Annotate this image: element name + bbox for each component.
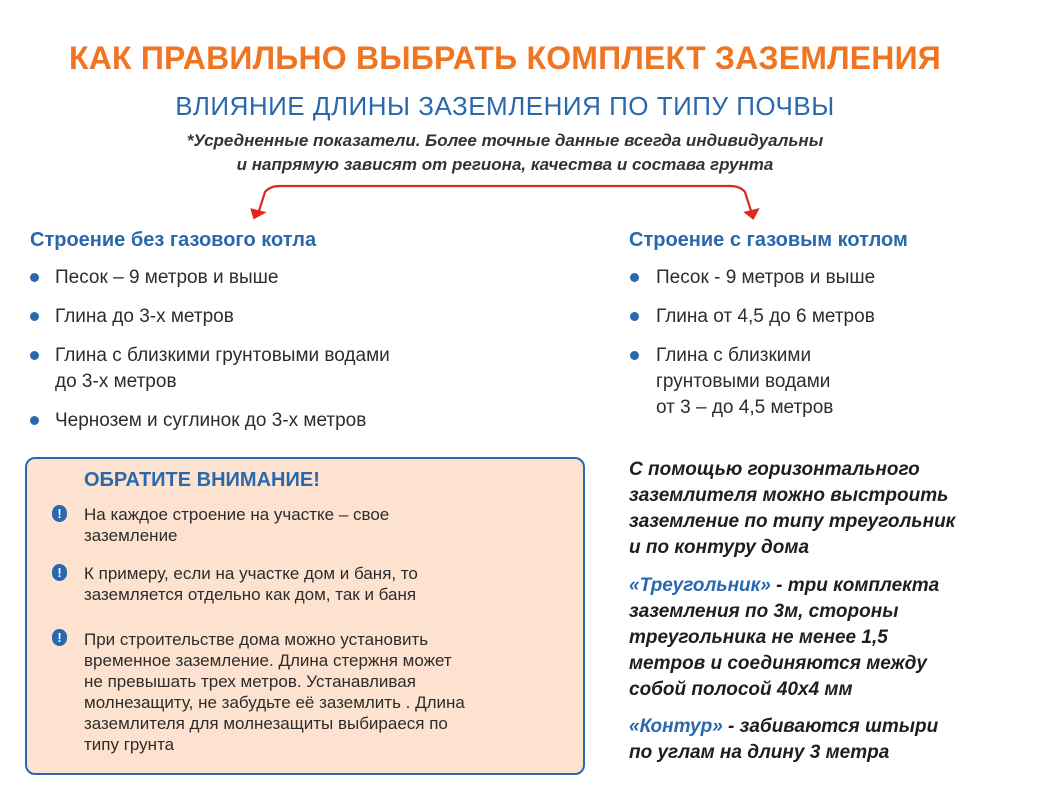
attention-item-text: При строительстве дома можно установить [84, 630, 429, 649]
right-column-title: Строение с газовым котлом [629, 229, 908, 251]
note-line-1: *Усредненные показатели. Более точные данные всегда индивидуальны [186, 131, 824, 150]
triangle-text-first: - три комплекта [770, 575, 940, 596]
attention-item-text: типу грунта [84, 735, 175, 754]
attention-item-text: На каждое строение на участке – свое [84, 505, 390, 524]
exclamation-icon [52, 564, 67, 581]
note-line-2: и напрямую зависят от региона, качества и состава грунта [236, 155, 774, 174]
branch-arrows [240, 180, 770, 222]
bullet-icon [30, 273, 39, 282]
list-item-text: Песок – 9 метров и выше [55, 267, 279, 288]
info-text-line: заземления по 3м, стороны [629, 601, 899, 622]
attention-item-text: заземление [84, 526, 178, 545]
attention-item-text: молнезащиту, не забудьте её заземлить . Длина [84, 693, 465, 712]
list-item-text: Глина с близкими грунтовыми водами [55, 345, 390, 366]
info-text-line: по углам на длину 3 метра [629, 742, 890, 763]
page-title: КАК ПРАВИЛЬНО ВЫБРАТЬ КОМПЛЕКТ ЗАЗЕМЛЕНИЯ [68, 40, 942, 76]
list-item-text: до 3-х метров [55, 371, 177, 392]
contour-term: «Контур» [629, 716, 723, 737]
info-text-line: С помощью горизонтального [629, 459, 920, 480]
info-text-line: заземлителя можно выстроить [629, 485, 949, 506]
contour-text-first: - забиваются штыри [722, 716, 939, 737]
attention-item-text: заземляется отдельно как дом, так и баня [84, 585, 417, 604]
list-item-text: Чернозем и суглинок до 3-х метров [55, 410, 367, 431]
info-text-line: треугольника не менее 1,5 [629, 627, 888, 648]
bullet-icon [630, 312, 639, 321]
arrow-connector-line [258, 186, 752, 214]
bullet-icon [30, 351, 39, 360]
arrow-left-head-icon [248, 208, 267, 222]
list-item-text: Глина с близкими [656, 345, 812, 366]
arrow-right-head-icon [743, 208, 762, 222]
list-item-text: Песок - 9 метров и выше [656, 267, 876, 288]
bullet-icon [30, 416, 39, 425]
attention-item-text: К примеру, если на участке дом и баня, то [84, 564, 418, 583]
info-text-line: метров и соединяются между [629, 653, 927, 674]
list-item-text: Глина до 3-х метров [55, 306, 234, 327]
triangle-first-line [629, 573, 939, 599]
attention-item-text: временное заземление. Длина стержня может [84, 651, 452, 670]
contour-first-line [629, 714, 938, 740]
info-text-line: собой полосой 40х4 мм [629, 679, 853, 700]
page-subtitle: ВЛИЯНИЕ ДЛИНЫ ЗАЗЕМЛЕНИЯ ПО ТИПУ ПОЧВЫ [175, 91, 835, 121]
bullet-icon [630, 273, 639, 282]
info-text-line: и по контуру дома [629, 537, 810, 558]
attention-item-text: не превышать трех метров. Устанавливая [84, 672, 416, 691]
left-column-title: Строение без газового котла [30, 229, 317, 251]
attention-item-text: заземлителя для молнезащиты выбираеся по [84, 714, 448, 733]
list-item-text: Глина от 4,5 до 6 метров [656, 306, 875, 327]
exclamation-icon [52, 629, 67, 646]
attention-title: ОБРАТИТЕ ВНИМАНИЕ! [84, 469, 320, 491]
bullet-icon [630, 351, 639, 360]
list-item-text: от 3 – до 4,5 метров [656, 397, 834, 418]
exclamation-icon [52, 505, 67, 522]
bullet-icon [30, 312, 39, 321]
triangle-term: «Треугольник» [629, 575, 771, 596]
info-text-line: заземление по типу треугольник [629, 511, 956, 532]
list-item-text: грунтовыми водами [656, 371, 831, 392]
